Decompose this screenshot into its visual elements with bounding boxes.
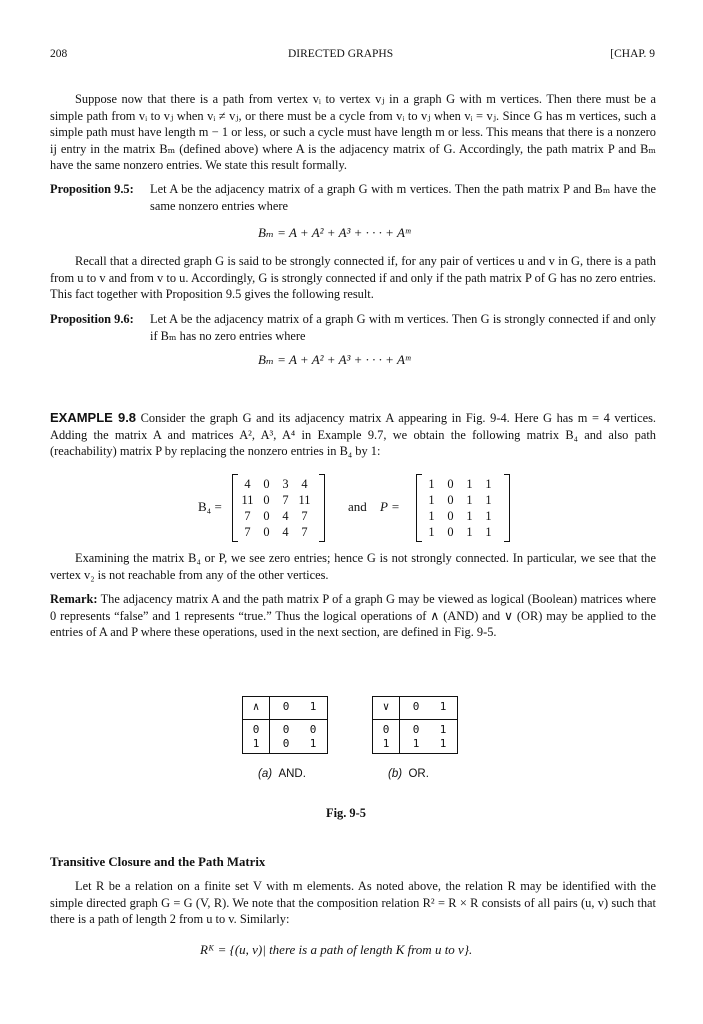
matrix-cell: 1 (428, 492, 435, 507)
page-number: 208 (50, 48, 68, 60)
equation-bm: Bₘ = A + A² + A³ + · · · + Aᵐ (258, 352, 411, 367)
cell: 0 (412, 723, 420, 736)
matrix-p (422, 476, 498, 540)
example-9-8 (50, 410, 656, 460)
cell: 0 (282, 737, 290, 750)
matrix-row (238, 476, 314, 492)
matrix-cell: 7 (244, 524, 251, 539)
truth-table-and (242, 696, 328, 754)
and-word: and (348, 499, 367, 514)
matrix-cell: 1 (466, 476, 473, 491)
matrix-cell: 1 (485, 476, 492, 491)
matrix-row (238, 524, 314, 540)
cell: 0 (282, 723, 290, 736)
remark-label: Remark: (50, 592, 98, 606)
matrix-cell: 11 (298, 492, 311, 507)
remark (50, 591, 656, 641)
matrix-cell: 4 (282, 508, 289, 523)
proposition-text: Let A be the adjacency matrix of a graph G with m vertices. Then the path matrix P and Bₘ have the same nonzero entries where (150, 182, 656, 213)
b4-label: B₄ = (198, 499, 222, 514)
cell: 1 (439, 723, 447, 736)
row-header: 0 (382, 723, 390, 736)
section-title: Transitive Closure and the Path Matrix (50, 855, 266, 869)
cell: 1 (439, 737, 447, 750)
truth-table-or (372, 696, 458, 754)
equation-bm: Bₘ = A + A² + A³ + · · · + Aᵐ (258, 225, 411, 240)
matrix-row (238, 492, 314, 508)
equation-rk: Rᴷ = {(u, v)| there is a path of length K from u to v}. (200, 942, 473, 957)
matrix-cell: 11 (241, 492, 254, 507)
matrix-cell: 7 (301, 524, 308, 539)
paragraph-examining: Examining the matrix B₄ or P, we see zero entries; hence G is not strongly connected. In particular, we see that the vertex v₂ is not reachable from any of the other vertices. (50, 551, 656, 582)
matrix-cell: 1 (466, 524, 473, 539)
matrix-cell: 4 (301, 476, 308, 491)
caption-or: (b) OR. (388, 768, 429, 780)
matrix-cell: 4 (244, 476, 251, 491)
matrix-cell: 1 (485, 524, 492, 539)
matrix-cell: 0 (263, 524, 270, 539)
paragraph-transitive-closure: Let R be a relation on a finite set V with m elements. As noted above, the relation R may be identified with the simple directed graph G = G (V, R). We note that the composition relation R² = R × R consists of all pairs (u, v) such that there is a path of length 2 from u to v. Similarly: (50, 879, 656, 927)
cell: 1 (412, 737, 420, 750)
matrix-cell: 0 (263, 476, 270, 491)
col-header: 0 (282, 700, 290, 713)
col-header: 1 (309, 700, 317, 713)
proposition-label: Proposition 9.6: (50, 312, 134, 326)
proposition-9-5 (50, 181, 656, 214)
matrix-cell: 1 (466, 492, 473, 507)
paragraph-strongly-connected: Recall that a directed graph G is said to be strongly connected if, for any pair of vertices u and v in G, there is a path from u to v and from v to u. Accordingly, G is strongly connected if and only if the path matrix P of G has no zero entries. This fact together with Proposition 9.5 gives the following result. (50, 254, 656, 302)
remark-text: The adjacency matrix A and the path matrix P of a graph G may be viewed as logical (Boolean) matrices where 0 represents “false” and 1 represents “true.” Thus the logical operations of ∧ (AND) and ∨ (OR) may be applied to the entries of A and P where these operations, used in the next section, are defined in Fig. 9-5. (50, 592, 656, 640)
matrix-row (422, 492, 498, 508)
matrix-row (238, 508, 314, 524)
row-header: 0 (252, 723, 260, 736)
matrix-cell: 4 (282, 524, 289, 539)
matrix-cell: 7 (244, 508, 251, 523)
row-header: 1 (252, 737, 260, 750)
cell: 1 (309, 737, 317, 750)
row-header: 1 (382, 737, 390, 750)
or-operator: ∨ (382, 700, 390, 713)
matrix-cell: 1 (428, 508, 435, 523)
matrix-cell: 1 (428, 476, 435, 491)
example-text: Consider the graph G and its adjacency matrix A appearing in Fig. 9-4. Here G has m = 4 vertices. Adding the matrix A and matrices A², A³, A⁴ in Example 9.7, we obtain the following matrix B₄ and also path (reachability) matrix P by replacing the nonzero entries in B₄ by 1: (50, 411, 656, 459)
matrix-cell: 0 (263, 492, 270, 507)
proposition-label: Proposition 9.5: (50, 182, 134, 196)
chapter-title: DIRECTED GRAPHS (288, 48, 394, 60)
matrix-cell: 7 (282, 492, 289, 507)
matrix-row (422, 508, 498, 524)
running-header (50, 48, 655, 64)
col-header: 1 (439, 700, 447, 713)
matrix-cell: 0 (447, 476, 454, 491)
matrix-cell: 1 (485, 492, 492, 507)
matrix-row (422, 524, 498, 540)
matrix-cell: 3 (282, 476, 289, 491)
matrix-cell: 1 (428, 524, 435, 539)
proposition-9-6 (50, 311, 656, 344)
example-label: EXAMPLE 9.8 (50, 410, 137, 425)
col-header: 0 (412, 700, 420, 713)
matrix-cell: 7 (301, 508, 308, 523)
right-bracket (504, 474, 510, 542)
paragraph-path-argument: Suppose now that there is a path from vertex vᵢ to vertex vⱼ in a graph G with m vertices. Then there must be a simple path from vᵢ to vⱼ when vᵢ ≠ vⱼ, or there must be a cycle from vᵢ to vⱼ when vᵢ = vⱼ. Since G has m vertices, such a simple path must have length m − 1 or less, or such a cycle must have length m or less. This means that there is a nonzero ij entry in the matrix Bₘ (defined above) where A is the adjacency matrix of G. Accordingly, the path matrix P and Bₘ have the same nonzero entries. We state this result formally. (50, 92, 656, 173)
matrix-cell: 0 (263, 508, 270, 523)
chapter-label: [CHAP. 9 (610, 48, 655, 60)
right-bracket (319, 474, 325, 542)
figure-caption: Fig. 9-5 (326, 806, 366, 820)
cell: 0 (309, 723, 317, 736)
caption-and: (a) AND. (258, 768, 306, 780)
and-operator: ∧ (252, 700, 260, 713)
proposition-text: Let A be the adjacency matrix of a graph G with m vertices. Then G is strongly connected if and only if Bₘ has no zero entries where (150, 312, 656, 343)
matrix-cell: 1 (485, 508, 492, 523)
matrix-cell: 0 (447, 524, 454, 539)
p-label: P = (380, 499, 400, 514)
matrix-cell: 1 (466, 508, 473, 523)
matrix-b4 (238, 476, 314, 540)
matrix-cell: 0 (447, 492, 454, 507)
matrix-row (422, 476, 498, 492)
matrix-cell: 0 (447, 508, 454, 523)
